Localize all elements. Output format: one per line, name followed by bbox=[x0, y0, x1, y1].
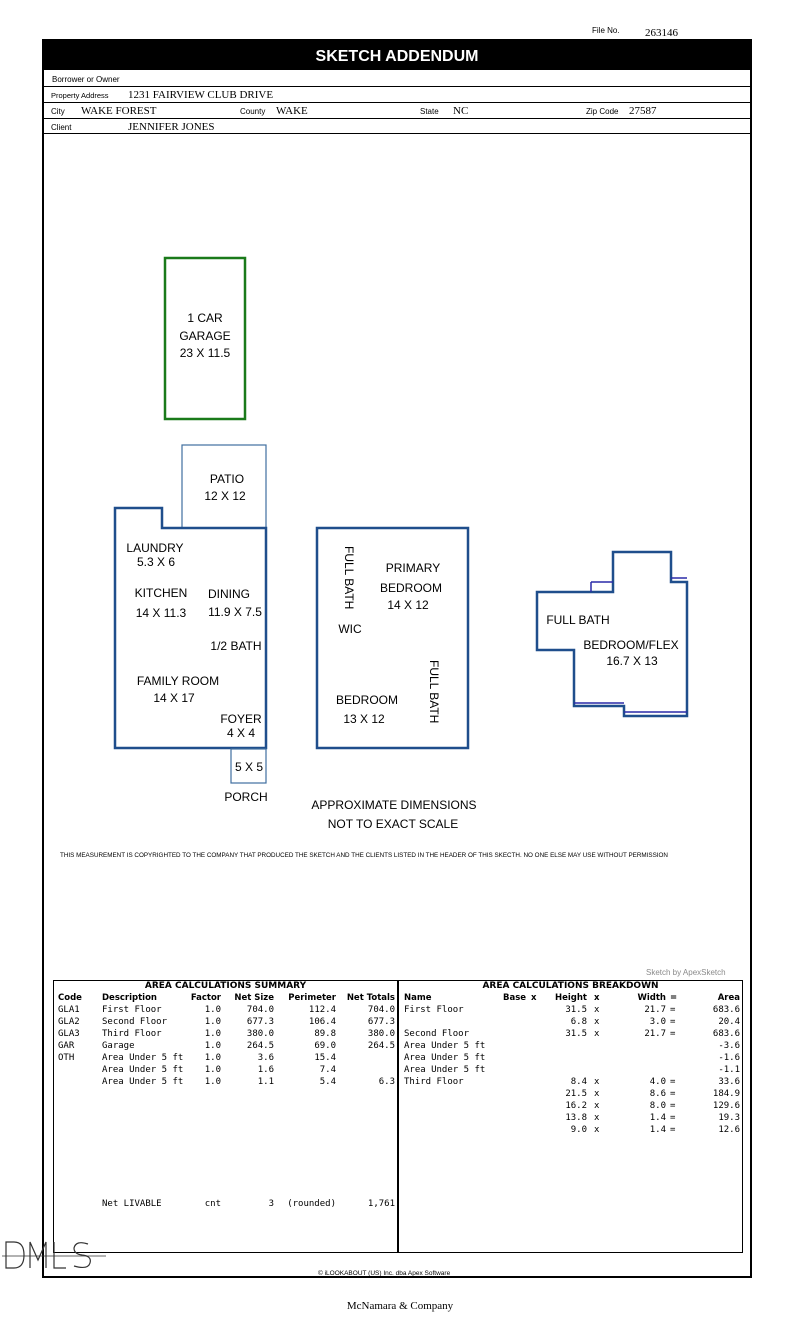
times-cell: x bbox=[594, 1077, 600, 1087]
description-cell: Area Under 5 ft bbox=[102, 1053, 184, 1063]
column-header: Net Totals bbox=[346, 993, 395, 1003]
factor-cell: 1.0 bbox=[204, 1053, 221, 1063]
net-size-cell: 1.6 bbox=[257, 1065, 274, 1075]
width-cell: 8.0 bbox=[649, 1101, 666, 1111]
porch-size: 5 X 5 bbox=[234, 760, 264, 774]
scale-note: APPROXIMATE DIMENSIONS bbox=[311, 798, 477, 812]
equals-cell: = bbox=[670, 1077, 676, 1087]
column-header: Height bbox=[555, 993, 587, 1003]
width-cell: 21.7 bbox=[644, 1005, 666, 1015]
header-divider bbox=[44, 102, 750, 103]
full-bath-label: FULL BATH bbox=[546, 613, 610, 627]
equals-cell: = bbox=[670, 1125, 676, 1135]
county-label: County bbox=[240, 107, 266, 116]
zip-label: Zip Code bbox=[586, 107, 619, 116]
bedroom-size: 13 X 12 bbox=[343, 712, 385, 726]
column-header: Code bbox=[58, 993, 82, 1003]
dmls-logo bbox=[2, 1238, 106, 1274]
net-livable-label: Net LIVABLE bbox=[102, 1199, 162, 1209]
height-cell: 9.0 bbox=[570, 1125, 587, 1135]
area-cell: 12.6 bbox=[718, 1125, 740, 1135]
equals-cell: = bbox=[670, 1029, 676, 1039]
perimeter-cell: 5.4 bbox=[319, 1077, 336, 1087]
kitchen-size: 14 X 11.3 bbox=[135, 606, 187, 620]
name-cell: Second Floor bbox=[404, 1029, 470, 1039]
net-totals-cell: 6.3 bbox=[378, 1077, 395, 1087]
column-header: Factor bbox=[190, 993, 221, 1003]
equals-cell: = bbox=[670, 1101, 676, 1111]
column-header: x bbox=[531, 993, 537, 1003]
times-cell: x bbox=[594, 1029, 600, 1039]
factor-cell: 1.0 bbox=[204, 1065, 221, 1075]
garage-label: GARAGE bbox=[179, 329, 231, 343]
net-totals-cell: 264.5 bbox=[367, 1041, 395, 1051]
equals-cell: = bbox=[670, 1017, 676, 1027]
equals-cell: = bbox=[670, 1089, 676, 1099]
column-header: Area bbox=[717, 993, 740, 1003]
area-cell: 33.6 bbox=[718, 1077, 740, 1087]
foyer-label: FOYER bbox=[220, 712, 262, 726]
net-size-cell: 677.3 bbox=[246, 1017, 274, 1027]
bedroom-label: BEDROOM bbox=[335, 693, 399, 707]
perimeter-cell: 7.4 bbox=[319, 1065, 336, 1075]
dining-label: DINING bbox=[208, 587, 250, 601]
client-label: Client bbox=[51, 123, 72, 132]
patio-size: 12 X 12 bbox=[204, 489, 246, 503]
times-cell: x bbox=[594, 1125, 600, 1135]
full-bath-label: FULL BATH bbox=[427, 660, 441, 724]
summary-table bbox=[58, 992, 396, 1242]
description-cell: Second Floor bbox=[102, 1017, 168, 1027]
perimeter-cell: 89.8 bbox=[314, 1029, 336, 1039]
description-cell: Third Floor bbox=[102, 1029, 162, 1039]
primary-size: 14 X 12 bbox=[387, 598, 429, 612]
factor-cell: 1.0 bbox=[204, 1029, 221, 1039]
client-value: JENNIFER JONES bbox=[128, 121, 215, 133]
file-number-label: File No. bbox=[592, 26, 620, 35]
net-size-cell: 1.1 bbox=[257, 1077, 274, 1087]
area-cell: 184.9 bbox=[712, 1089, 740, 1099]
times-cell: x bbox=[594, 1005, 600, 1015]
summary-title: AREA CALCULATIONS SUMMARY bbox=[144, 981, 307, 991]
code-cell: GLA2 bbox=[58, 1017, 80, 1027]
net-livable-count: 3 bbox=[268, 1199, 274, 1209]
family-room-size: 14 X 17 bbox=[153, 691, 195, 705]
perimeter-cell: 112.4 bbox=[308, 1005, 336, 1015]
factor-cell: 1.0 bbox=[204, 1041, 221, 1051]
height-cell: 31.5 bbox=[565, 1005, 587, 1015]
times-cell: x bbox=[594, 1113, 600, 1123]
factor-cell: 1.0 bbox=[204, 1005, 221, 1015]
height-cell: 31.5 bbox=[565, 1029, 587, 1039]
kitchen-label: KITCHEN bbox=[134, 586, 188, 600]
column-header: Width bbox=[637, 993, 666, 1003]
name-cell: First Floor bbox=[404, 1005, 464, 1015]
net-livable-rounding: (rounded) bbox=[287, 1199, 336, 1209]
third-floor-outline bbox=[537, 552, 687, 716]
dining-size: 11.9 X 7.5 bbox=[208, 605, 262, 619]
factor-cell: 1.0 bbox=[204, 1017, 221, 1027]
factor-cell: 1.0 bbox=[204, 1077, 221, 1087]
wic-label: WIC bbox=[338, 622, 362, 636]
code-cell: GLA1 bbox=[58, 1005, 80, 1015]
net-size-cell: 3.6 bbox=[257, 1053, 274, 1063]
scale-note: NOT TO EXACT SCALE bbox=[327, 817, 459, 831]
description-cell: Area Under 5 ft bbox=[102, 1065, 184, 1075]
description-cell: First Floor bbox=[102, 1005, 162, 1015]
width-cell: 4.0 bbox=[649, 1077, 666, 1087]
area-cell: 129.6 bbox=[712, 1101, 740, 1111]
property-address-label: Property Address bbox=[51, 91, 109, 100]
width-cell: 1.4 bbox=[649, 1113, 666, 1123]
area-cell: -1.1 bbox=[718, 1065, 740, 1075]
header-divider bbox=[44, 118, 750, 119]
description-cell: Area Under 5 ft bbox=[102, 1077, 184, 1087]
patio-outline bbox=[182, 445, 266, 528]
laundry-label: LAUNDRY bbox=[126, 541, 184, 555]
city-label: City bbox=[51, 107, 65, 116]
equals-cell: = bbox=[670, 1113, 676, 1123]
area-cell: 20.4 bbox=[718, 1017, 740, 1027]
times-cell: x bbox=[594, 1017, 600, 1027]
porch-label: PORCH bbox=[224, 790, 268, 804]
sketch-brand: Sketch by ApexSketch bbox=[646, 968, 726, 977]
floor-plan-sketch bbox=[44, 140, 754, 840]
state-label: State bbox=[420, 107, 439, 116]
times-cell: x bbox=[594, 1089, 600, 1099]
property-address-value: 1231 FAIRVIEW CLUB DRIVE bbox=[128, 89, 274, 101]
height-cell: 13.8 bbox=[565, 1113, 587, 1123]
file-number-value: 263146 bbox=[645, 27, 678, 39]
borrower-label: Borrower or Owner bbox=[52, 75, 120, 84]
width-cell: 8.6 bbox=[649, 1089, 666, 1099]
patio-label: PATIO bbox=[209, 472, 245, 486]
width-cell: 3.0 bbox=[649, 1017, 666, 1027]
area-cell: 683.6 bbox=[712, 1005, 740, 1015]
copyright-notice: THIS MEASUREMENT IS COPYRIGHTED TO THE COMPANY THAT PRODUCED THE SKETCH AND THE CLIENTS LISTED IN THE HEADER OF THIS SKECTH. NO ONE ELSE MAY USE WITHOUT PERMISSION bbox=[60, 852, 668, 859]
breakdown-title: AREA CALCULATIONS BREAKDOWN bbox=[482, 981, 659, 991]
perimeter-cell: 106.4 bbox=[308, 1017, 336, 1027]
name-cell: Third Floor bbox=[404, 1077, 464, 1087]
breakdown-table bbox=[404, 992, 741, 1242]
height-cell: 6.8 bbox=[570, 1017, 587, 1027]
times-cell: x bbox=[594, 1101, 600, 1111]
height-cell: 16.2 bbox=[565, 1101, 587, 1111]
code-cell: OTH bbox=[58, 1053, 75, 1063]
garage-size: 23 X 11.5 bbox=[179, 346, 231, 360]
column-header: Description bbox=[102, 993, 157, 1003]
perimeter-cell: 69.0 bbox=[314, 1041, 336, 1051]
column-header: x bbox=[594, 993, 600, 1003]
name-cell: Area Under 5 ft bbox=[404, 1065, 486, 1075]
primary-label: BEDROOM bbox=[379, 581, 443, 595]
laundry-size: 5.3 X 6 bbox=[136, 555, 176, 569]
half-bath-label: 1/2 BATH bbox=[210, 639, 262, 653]
column-header: Net Size bbox=[234, 993, 274, 1003]
zip-value: 27587 bbox=[629, 105, 657, 117]
header-divider bbox=[44, 86, 750, 87]
net-livable-method: cnt bbox=[204, 1199, 221, 1209]
area-cell: 683.6 bbox=[712, 1029, 740, 1039]
net-totals-cell: 677.3 bbox=[367, 1017, 395, 1027]
equals-cell: = bbox=[670, 1005, 676, 1015]
area-cell: -3.6 bbox=[718, 1041, 740, 1051]
net-totals-cell: 704.0 bbox=[367, 1005, 395, 1015]
perimeter-cell: 15.4 bbox=[314, 1053, 336, 1063]
column-header: Base bbox=[503, 993, 527, 1003]
net-size-cell: 264.5 bbox=[246, 1041, 274, 1051]
city-value: WAKE FOREST bbox=[81, 105, 157, 117]
header-divider bbox=[44, 133, 750, 134]
height-cell: 8.4 bbox=[570, 1077, 587, 1087]
description-cell: Garage bbox=[102, 1041, 135, 1051]
flex-label: BEDROOM/FLEX bbox=[583, 638, 679, 652]
foyer-size: 4 X 4 bbox=[226, 726, 256, 740]
county-value: WAKE bbox=[276, 105, 308, 117]
net-size-cell: 704.0 bbox=[246, 1005, 274, 1015]
width-cell: 1.4 bbox=[649, 1125, 666, 1135]
full-bath-label: FULL BATH bbox=[342, 546, 356, 610]
company-name: McNamara & Company bbox=[346, 1300, 454, 1312]
software-credit: © iLOOKABOUT (US) Inc. dba Apex Software bbox=[318, 1270, 451, 1277]
primary-label: PRIMARY bbox=[385, 561, 441, 575]
table-divider bbox=[397, 980, 399, 1253]
code-cell: GLA3 bbox=[58, 1029, 80, 1039]
height-cell: 21.5 bbox=[565, 1089, 587, 1099]
flex-size: 16.7 X 13 bbox=[606, 654, 658, 668]
net-livable-total: 1,761 bbox=[367, 1199, 395, 1209]
area-cell: -1.6 bbox=[718, 1053, 740, 1063]
net-totals-cell: 380.0 bbox=[367, 1029, 395, 1039]
state-value: NC bbox=[453, 105, 469, 117]
column-header: Name bbox=[404, 993, 432, 1003]
net-size-cell: 380.0 bbox=[246, 1029, 274, 1039]
column-header: Perimeter bbox=[288, 993, 336, 1003]
name-cell: Area Under 5 ft bbox=[404, 1053, 486, 1063]
code-cell: GAR bbox=[58, 1041, 75, 1051]
family-room-label: FAMILY ROOM bbox=[136, 674, 220, 688]
width-cell: 21.7 bbox=[644, 1029, 666, 1039]
name-cell: Area Under 5 ft bbox=[404, 1041, 486, 1051]
area-cell: 19.3 bbox=[718, 1113, 740, 1123]
page-title: SKETCH ADDENDUM bbox=[44, 41, 750, 70]
column-header: = bbox=[670, 993, 678, 1003]
garage-label: 1 CAR bbox=[187, 311, 223, 325]
